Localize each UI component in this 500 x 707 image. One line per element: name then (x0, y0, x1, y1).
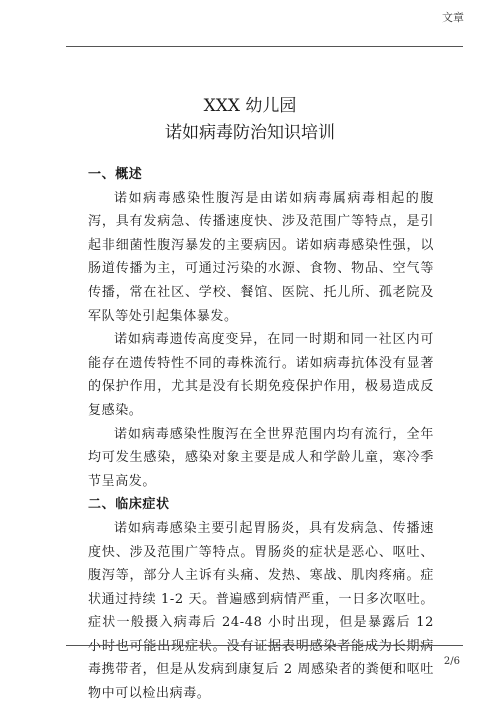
section-heading-overview: 一、概述 (88, 167, 143, 182)
page-number: 2/6 (443, 656, 460, 667)
header-label: 文章 (442, 11, 464, 24)
section-heading-symptoms: 二、临床症状 (88, 497, 170, 513)
document-body (88, 163, 434, 706)
document-title (0, 95, 500, 145)
header-divider (66, 46, 463, 47)
paragraph: 诺如病毒遗传高度变异，在同一时期和同一社区内可能存在遗传特性不同的毒株流行。诺如病毒抗体没有显著的保护作用，尤其是没有长期免疫保护作用，极易造成反复感染。 (88, 332, 434, 418)
paragraph: 诺如病毒感染主要引起胃肠炎，具有发病急、传播速度快、涉及范围广等特点。胃肠炎的症状是恶心、呕吐、腹泻等，部分人主诉有头痛、发热、寒战、肌肉疼痛。症状通过持续 1-2 天。普遍感到病情严重，一日多次呕吐。症状一般摄入病毒后 24-48 小时出现，但是暴露后 12 小时也可能出现症状。没有证据表明感染者能成为长期病毒携带者，但是从发病到康复后 2 周感染者的粪便和呕吐物中可以检出病毒。 (88, 520, 434, 702)
paragraph: 诺如病毒感染性腹泻是由诺如病毒属病毒相起的腹泻，具有发病急、传播速度快、涉及范围广等特点，是引起非细菌性腹泻暴发的主要病因。诺如病毒感染性强，以肠道传播为主，可通过污染的水源、食物、物品、空气等传播，常在社区、学校、餐馆、医院、托儿所、孤老院及军队等处引起集体暴发。 (88, 190, 434, 324)
title-training: 诺如病毒防治知识培训 (165, 123, 335, 143)
paragraph: 诺如病毒感染性腹泻在全世界范围内均有流行，全年均可发生感染，感染对象主要是成人和学龄儿童，寒冷季节呈高发。 (88, 426, 434, 489)
footer-divider (66, 645, 463, 646)
title-kindergarten: XXX 幼儿园 (203, 96, 297, 116)
